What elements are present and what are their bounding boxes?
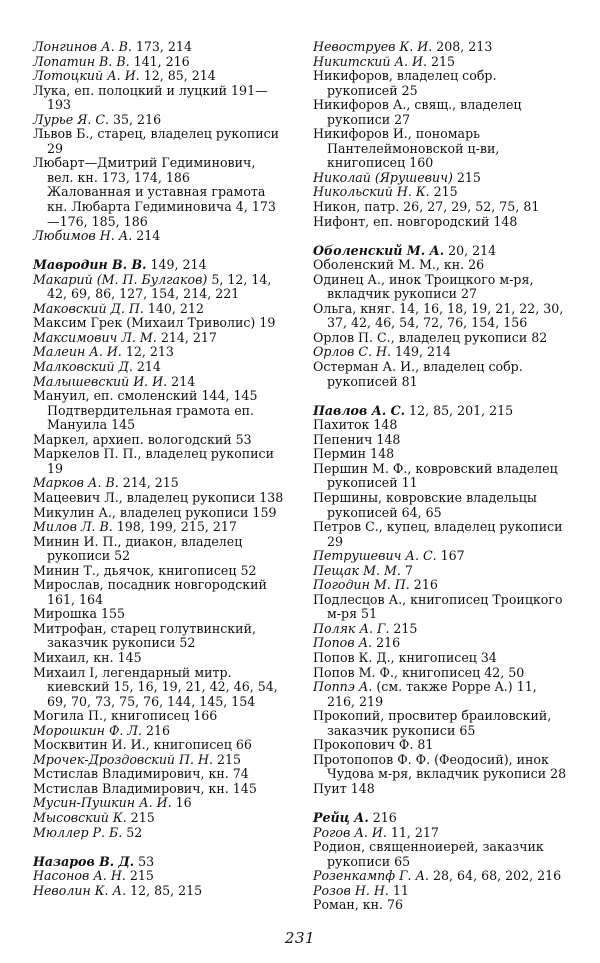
entry-references: 11, 217: [386, 824, 439, 840]
letter-group-gap: [313, 796, 567, 811]
index-entry: [313, 55, 567, 70]
entry-references: 12, 213: [121, 344, 174, 360]
entry-references: 5, 12, 14, 42, 69, 86, 127, 154, 214, 221: [47, 271, 272, 302]
index-entry: [33, 651, 285, 666]
index-entry: [33, 738, 285, 753]
entry-name: Першин М. Ф., ковровский владелец рукописей 11: [313, 460, 558, 491]
right-column: [313, 40, 567, 913]
entry-name: Малышевский И. И.: [33, 373, 168, 389]
entry-name: Оболенский М. А.: [313, 242, 445, 258]
entry-name: Першины, ковровские владельцы рукописей 64, 65: [313, 489, 537, 520]
index-entry: [313, 520, 567, 549]
index-entry: [33, 404, 285, 433]
entry-references: 214, 217: [156, 329, 217, 345]
index-entry: [313, 302, 567, 331]
entry-name: Пахиток 148: [313, 417, 398, 433]
entry-name: Пепенич 148: [313, 431, 401, 447]
entry-references: 52: [122, 824, 143, 840]
entry-name: Николай (Ярушевич): [313, 169, 453, 185]
index-entry: [313, 447, 567, 462]
index-entry: [33, 535, 285, 564]
entry-name: Могила П., книгописец 166: [33, 708, 218, 724]
entry-name: Никитский А. И.: [313, 53, 427, 69]
entry-name: Мацеевич Л., владелец рукописи 138: [33, 489, 284, 505]
entry-references: (см. также Poppe A.) 11, 216, 219: [327, 679, 537, 709]
index-entry: [313, 331, 567, 346]
index-entry: [33, 55, 285, 70]
index-entry: [313, 782, 567, 797]
index-entry: [33, 753, 285, 768]
index-entry: [33, 331, 285, 346]
entry-name: Поляк А. Г.: [313, 620, 390, 636]
index-entry: [313, 215, 567, 230]
index-entry: [33, 520, 285, 535]
index-entry: [313, 738, 567, 753]
index-entry: [313, 884, 567, 899]
index-entry: [313, 651, 567, 666]
index-entry: [33, 811, 285, 826]
entry-name: Петров С., купец, владелец рукописи 29: [313, 519, 563, 549]
entry-references: 215: [429, 184, 458, 200]
entry-references: 214, 215: [118, 475, 179, 491]
entry-name: Прокопий, просвитер браиловский, заказчик рукописи 65: [313, 708, 552, 738]
index-entry: [313, 869, 567, 884]
index-entry: [33, 375, 285, 390]
entry-name: Никон, патр. 26, 27, 29, 52, 75, 81: [313, 199, 540, 215]
entry-name: Ольга, княг. 14, 16, 18, 19, 21, 22, 30, 37, 42, 46, 54, 72, 76, 154, 156: [313, 300, 564, 331]
entry-name: Микулин А., владелец рукописи 159: [33, 504, 277, 520]
index-entry: [313, 433, 567, 448]
entry-name: Павлов А. С.: [313, 402, 406, 418]
index-entry: [33, 185, 285, 229]
entry-name: Попов А.: [313, 635, 373, 651]
index-entry: [313, 69, 567, 98]
index-entry: [313, 171, 567, 186]
letter-group-gap: [313, 389, 567, 404]
entry-name: Оболенский М. М., кн. 26: [313, 257, 485, 273]
index-entry: [313, 418, 567, 433]
index-entry: [313, 98, 567, 127]
entry-name: Петрушевич А. С.: [313, 548, 437, 564]
entry-name: Мирослав, посадник новгородский 161, 164: [33, 577, 267, 607]
index-entry: [33, 360, 285, 375]
entry-name: Мюллер Р. Б.: [33, 824, 123, 840]
index-entry: [33, 229, 285, 244]
letter-group-gap: [313, 229, 567, 244]
index-entry: [33, 855, 285, 870]
index-entry: [313, 273, 567, 302]
entry-name: Никифоров И., пономарь Пантелеймоновской ц-ви, книгописец 160: [313, 126, 500, 171]
entry-name: Маковский Д. П.: [33, 300, 144, 316]
entry-name: Родион, священноиерей, заказчик рукописи 65: [313, 839, 544, 869]
index-entry: [313, 709, 567, 738]
entry-references: 215: [389, 620, 418, 636]
entry-references: 12, 85, 215: [126, 882, 203, 898]
entry-references: 216: [409, 577, 438, 593]
entry-name: Невоструев К. И.: [313, 39, 433, 54]
index-entry: [313, 345, 567, 360]
index-entry: [33, 273, 285, 302]
entry-name: Розенкампф Г. А.: [313, 868, 430, 884]
entry-references: 35, 216: [109, 111, 162, 127]
entry-name: Назаров В. Д.: [33, 853, 135, 869]
entry-name: Максимович Л. М.: [33, 329, 157, 345]
letter-group-gap: [33, 244, 285, 259]
index-entry: [313, 622, 567, 637]
entry-name: Лука, еп. полоцкий и луцкий 191—193: [33, 82, 268, 113]
entry-name: Мстислав Владимирович, кн. 145: [33, 780, 257, 796]
entry-name: Макарий (М. П. Булгаков): [33, 271, 208, 287]
entry-name: Мстислав Владимирович, кн. 74: [33, 766, 249, 782]
entry-name: Попов М. Ф., книгописец 42, 50: [313, 664, 525, 680]
index-entry: [33, 389, 285, 404]
entry-references: 216: [141, 722, 171, 738]
entry-name: Митрофан, старец голутвинский, заказчик рукописи 52: [33, 620, 256, 651]
entry-name: Поппэ А.: [313, 679, 373, 695]
entry-name: Погодин М. П.: [313, 577, 410, 593]
index-entry: [33, 622, 285, 651]
index-entry: [33, 564, 285, 579]
entry-name: Лурье Я. С.: [33, 111, 110, 127]
index-entry: [33, 302, 285, 317]
entry-references: 214: [132, 228, 161, 244]
entry-name: Мрочек-Дроздовский П. Н.: [33, 751, 214, 767]
entry-name: Малковский Д.: [33, 359, 133, 375]
index-entry: [33, 84, 285, 113]
entry-name: Лотоцкий А. И.: [33, 68, 140, 84]
entry-references: 198, 199, 215, 217: [112, 519, 237, 535]
entry-references: 214: [132, 359, 161, 375]
entry-name: Львов Б., старец, владелец рукописи 29: [33, 126, 280, 156]
entry-references: 28, 64, 68, 202, 216: [429, 868, 562, 884]
index-entry: [313, 244, 567, 259]
entry-name: Никифоров А., свящ., владелец рукописи 27: [313, 97, 522, 127]
entry-references: 215: [452, 169, 481, 185]
entry-name: Мусин-Пушкин А. И.: [33, 795, 172, 811]
index-entry: [33, 607, 285, 622]
entry-name: Михаил I, легендарный митр. киевский 15, 16, 19, 21, 42, 46, 54, 69, 70, 73, 75, 76, 144, 145, 154: [33, 664, 278, 709]
index-entry: [313, 564, 567, 579]
index-entry: [33, 782, 285, 797]
index-entry: [33, 258, 285, 273]
entry-references: 140, 212: [143, 300, 204, 316]
entry-name: Розов Н. Н.: [313, 882, 389, 898]
entry-references: 214: [167, 373, 196, 389]
index-entry: [313, 200, 567, 215]
entry-references: 20, 214: [444, 242, 497, 258]
entry-name: Мысовский К.: [33, 809, 127, 825]
left-column: [33, 40, 285, 898]
entry-name: Марков А. В.: [33, 475, 119, 491]
entry-name: Пуит 148: [313, 780, 375, 796]
entry-name: Неволин К. А.: [33, 882, 127, 898]
index-entry: [33, 345, 285, 360]
entry-references: 215: [427, 53, 456, 69]
entry-name: Морошкин Ф. Л.: [33, 722, 142, 738]
entry-name: Протопопов Ф. Ф. (Феодосий), инок Чудова м-ря, вкладчик рукописи 28: [313, 751, 567, 782]
entry-name: Подлесцов А., книгописец Троицкого м-ря 51: [313, 591, 563, 622]
index-entry: [313, 666, 567, 681]
letter-group-gap: [33, 840, 285, 855]
index-entry: [33, 826, 285, 841]
index-entry: [33, 113, 285, 128]
index-entry: [313, 127, 567, 171]
entry-name: Малеин А. И.: [33, 344, 122, 360]
index-entry: [33, 156, 285, 185]
entry-name: Нифонт, еп. новгородский 148: [313, 213, 518, 229]
index-entry: [313, 593, 567, 622]
entry-name: Орлов П. С., владелец рукописи 82: [313, 329, 548, 345]
index-entry: [33, 433, 285, 448]
entry-references: 7: [400, 562, 413, 578]
entry-references: 12, 85, 201, 215: [405, 402, 514, 418]
entry-name: Пермин 148: [313, 446, 395, 462]
index-entry: [313, 549, 567, 564]
entry-name: Максим Грек (Михаил Триволис) 19: [33, 315, 276, 331]
entry-name: Никольский Н. К.: [313, 184, 430, 200]
entry-references: 167: [436, 548, 465, 564]
index-entry: [33, 767, 285, 782]
entry-references: 215: [125, 868, 154, 884]
entry-name: Пещак М. М.: [313, 562, 401, 578]
entry-name: Маркел, архиеп. вологодский 53: [33, 431, 252, 447]
index-entry: [33, 127, 285, 156]
index-entry: [313, 360, 567, 389]
entry-name: Попов К. Д., книгописец 34: [313, 649, 497, 665]
entry-name: Насонов А. Н.: [33, 868, 126, 884]
entry-name: Роман, кн. 76: [313, 897, 404, 913]
entry-name: Жалованная и уставная грамота кн. Любарта Гедиминовича 4, 173—176, 185, 186: [47, 184, 276, 229]
index-entry: [33, 884, 285, 899]
entry-references: 149, 214: [390, 344, 452, 360]
entry-name: Минин Т., дьячок, книгописец 52: [33, 562, 257, 578]
index-entry: [33, 447, 285, 476]
index-entry: [313, 636, 567, 651]
index-entry: [313, 185, 567, 200]
entry-name: Остерман А. И., владелец собр. рукописей 81: [313, 359, 523, 389]
index-entry: [313, 840, 567, 869]
index-entry: [313, 826, 567, 841]
entry-references: 208, 213: [432, 39, 493, 54]
entry-name: Орлов С. Н.: [313, 344, 391, 360]
entry-references: 173, 214: [131, 39, 192, 54]
index-entry: [313, 491, 567, 520]
index-entry: [313, 40, 567, 55]
entry-name: Рейц А.: [313, 809, 369, 825]
entry-references: 53: [134, 853, 155, 869]
entry-name: Подтвердительная грамота еп. Мануила 145: [47, 402, 255, 433]
index-entry: [33, 506, 285, 521]
entry-name: Рогов А. И.: [313, 824, 387, 840]
page-number: 231: [284, 929, 316, 947]
index-entry: [313, 753, 567, 782]
entry-references: 216: [368, 809, 397, 825]
entry-name: Минин И. П., диакон, владелец рукописи 52: [33, 533, 243, 564]
entry-references: 215: [126, 809, 155, 825]
entry-name: Любарт—Дмитрий Гедиминович, вел. кн. 173, 174, 186: [33, 155, 256, 185]
index-entry: [33, 578, 285, 607]
entry-name: Прокопович Ф. 81: [313, 737, 434, 753]
entry-name: Одинец А., инок Троицкого м-ря, вкладчик рукописи 27: [313, 271, 534, 302]
entry-references: 215: [213, 751, 242, 767]
entry-name: Мавродин В. В.: [33, 257, 147, 273]
entry-references: 11: [388, 882, 409, 898]
index-entry: [33, 476, 285, 491]
index-entry: [33, 69, 285, 84]
entry-name: Михаил, кн. 145: [33, 649, 142, 665]
index-entry: [33, 709, 285, 724]
index-entry: [313, 404, 567, 419]
entry-name: Никифоров, владелец собр. рукописей 25: [313, 68, 497, 98]
entry-name: Маркелов П. П., владелец рукописи 19: [33, 446, 274, 476]
index-entry: [33, 666, 285, 710]
entry-name: Москвитин И. И., книгописец 66: [33, 737, 252, 753]
index-entry: [33, 40, 285, 55]
entry-name: Мирошка 155: [33, 606, 126, 622]
index-entry: [33, 796, 285, 811]
index-entry: [33, 869, 285, 884]
entry-name: Лопатин В. В.: [33, 53, 130, 69]
index-entry: [313, 680, 567, 709]
index-entry: [33, 491, 285, 506]
index-entry: [33, 724, 285, 739]
index-entry: [313, 578, 567, 593]
entry-references: 16: [171, 795, 192, 811]
index-entry: [313, 898, 567, 913]
entry-name: Мануил, еп. смоленский 144, 145: [33, 388, 258, 404]
index-entry: [313, 462, 567, 491]
entry-references: 12, 85, 214: [139, 68, 216, 84]
entry-name: Милов Л. В.: [33, 519, 113, 535]
entry-references: 141, 216: [129, 53, 190, 69]
index-entry: [313, 811, 567, 826]
entry-references: 216: [372, 635, 401, 651]
entry-name: Лонгинов А. В.: [33, 39, 132, 54]
index-entry: [33, 316, 285, 331]
entry-name: Любимов Н. А.: [33, 228, 133, 244]
entry-references: 149, 214: [146, 257, 207, 273]
index-entry: [313, 258, 567, 273]
